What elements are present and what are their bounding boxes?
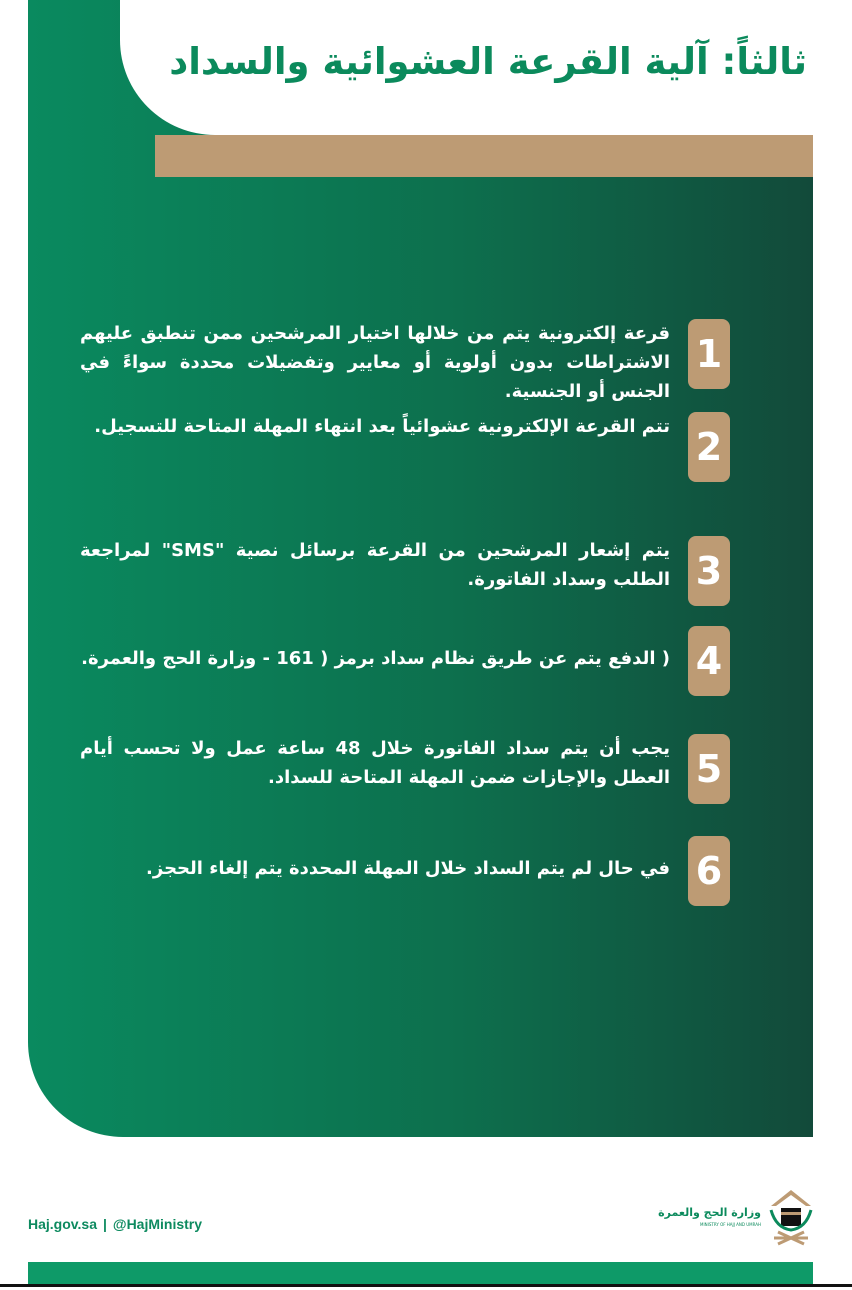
step-text: قرعة إلكترونية يتم من خلالها اختيار المرشحين ممن تنطبق عليهم الاشتراطات بدون أولوية أو معايير وتفضيلات محددة سواءً في الجنس أو الجنسية.: [80, 323, 670, 402]
step-5: [80, 734, 730, 804]
page-title: ثالثاً: آلية القرعة العشوائية والسداد: [169, 40, 807, 83]
step-text: في حال لم يتم السداد خلال المهلة المحددة يتم إلغاء الحجز.: [146, 858, 670, 879]
step-number: 2: [688, 412, 730, 482]
step-4: [80, 626, 730, 696]
step-number: 6: [688, 836, 730, 906]
logo-arabic-text: وزارة الحج والعمرة: [658, 1206, 761, 1219]
footer-separator: |: [103, 1216, 107, 1232]
social-handle-link[interactable]: @HajMinistry: [112, 1216, 203, 1232]
kaaba-emblem-icon: [766, 1188, 816, 1248]
logo-english-text: MINISTRY OF HAJJ AND UMRAH: [700, 1222, 761, 1227]
step-number: 5: [688, 734, 730, 804]
step-text: تتم القرعة الإلكترونية عشوائياً بعد انتهاء المهلة المتاحة للتسجيل.: [94, 416, 670, 437]
step-text: ( الدفع يتم عن طريق نظام سداد برمز ( 161 - وزارة الحج والعمرة.: [81, 648, 670, 669]
step-3: [80, 536, 730, 606]
step-number: 4: [688, 626, 730, 696]
step-text: يجب أن يتم سداد الفاتورة خلال 48 ساعة عمل ولا تحسب أيام العطل والإجازات ضمن المهلة المتاحة للسداد.: [80, 738, 670, 788]
step-2: [80, 412, 730, 482]
step-text: يتم إشعار المرشحين من القرعة برسائل نصية "SMS" لمراجعة الطلب وسداد الفاتورة.: [80, 540, 670, 590]
footer-bar: [28, 1262, 813, 1284]
step-number: 1: [688, 319, 730, 389]
tan-band: [155, 135, 813, 177]
step-number: 3: [688, 536, 730, 606]
footer-links: [28, 1216, 202, 1232]
bottom-border: [0, 1284, 852, 1287]
step-1: [80, 319, 730, 406]
step-6: [80, 836, 730, 906]
ministry-logo: [658, 1188, 816, 1248]
website-link[interactable]: Haj.gov.sa: [28, 1216, 97, 1232]
